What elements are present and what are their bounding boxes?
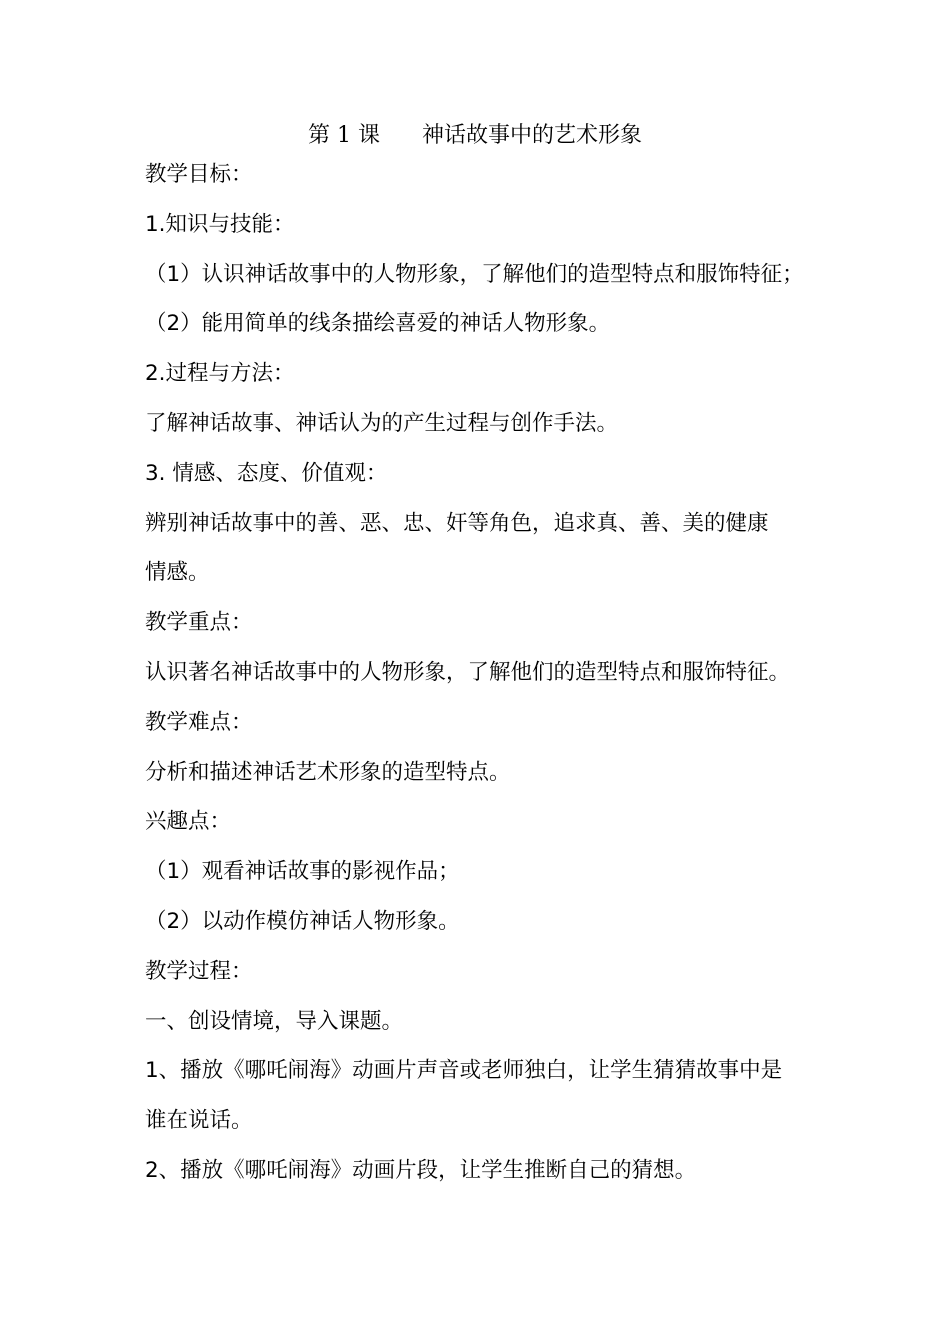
heading-interest-points: 兴趣点： bbox=[145, 809, 232, 835]
paragraph-line: 辨别神话故事中的善、恶、忠、奸等角色，追求真、善、美的健康 bbox=[145, 510, 769, 536]
paragraph-line: 分析和描述神话艺术形象的造型特点。 bbox=[145, 759, 511, 785]
heading-difficulties: 教学难点： bbox=[145, 709, 253, 735]
section-heading: 一、创设情境，导入课题。 bbox=[145, 1008, 404, 1034]
paragraph-line: （1）认识神话故事中的人物形象，了解他们的造型特点和服饰特征； bbox=[145, 261, 804, 287]
heading-emotion-values: 3. 情感、态度、价值观： bbox=[145, 460, 388, 486]
heading-process-methods: 2.过程与方法： bbox=[145, 361, 295, 387]
paragraph-line: 谁在说话。 bbox=[145, 1108, 253, 1134]
paragraph-line: 情感。 bbox=[145, 560, 210, 586]
paragraph-line: 1、播放《哪吒闹海》动画片声音或老师独白，让学生猜猜故事中是 bbox=[145, 1058, 783, 1084]
heading-key-points: 教学重点： bbox=[145, 610, 253, 636]
paragraph-line: （1）观看神话故事的影视作品； bbox=[145, 859, 460, 885]
paragraph-line: （2）能用简单的线条描绘喜爱的神话人物形象。 bbox=[145, 311, 611, 337]
heading-teaching-process: 教学过程： bbox=[145, 958, 253, 984]
paragraph-line: 2、播放《哪吒闹海》动画片段，让学生推断自己的猜想。 bbox=[145, 1157, 697, 1183]
paragraph-line: 了解神话故事、神话认为的产生过程与创作手法。 bbox=[145, 410, 619, 436]
heading-teaching-goals: 教学目标： bbox=[145, 162, 253, 187]
document-title: 第 1 课 神话故事中的艺术形象 bbox=[308, 123, 642, 148]
heading-knowledge-skills: 1.知识与技能： bbox=[145, 211, 295, 237]
paragraph-line: 认识著名神话故事中的人物形象，了解他们的造型特点和服饰特征。 bbox=[145, 659, 791, 685]
document-body bbox=[145, 150, 825, 1196]
paragraph-line: （2）以动作模仿神话人物形象。 bbox=[145, 908, 460, 934]
